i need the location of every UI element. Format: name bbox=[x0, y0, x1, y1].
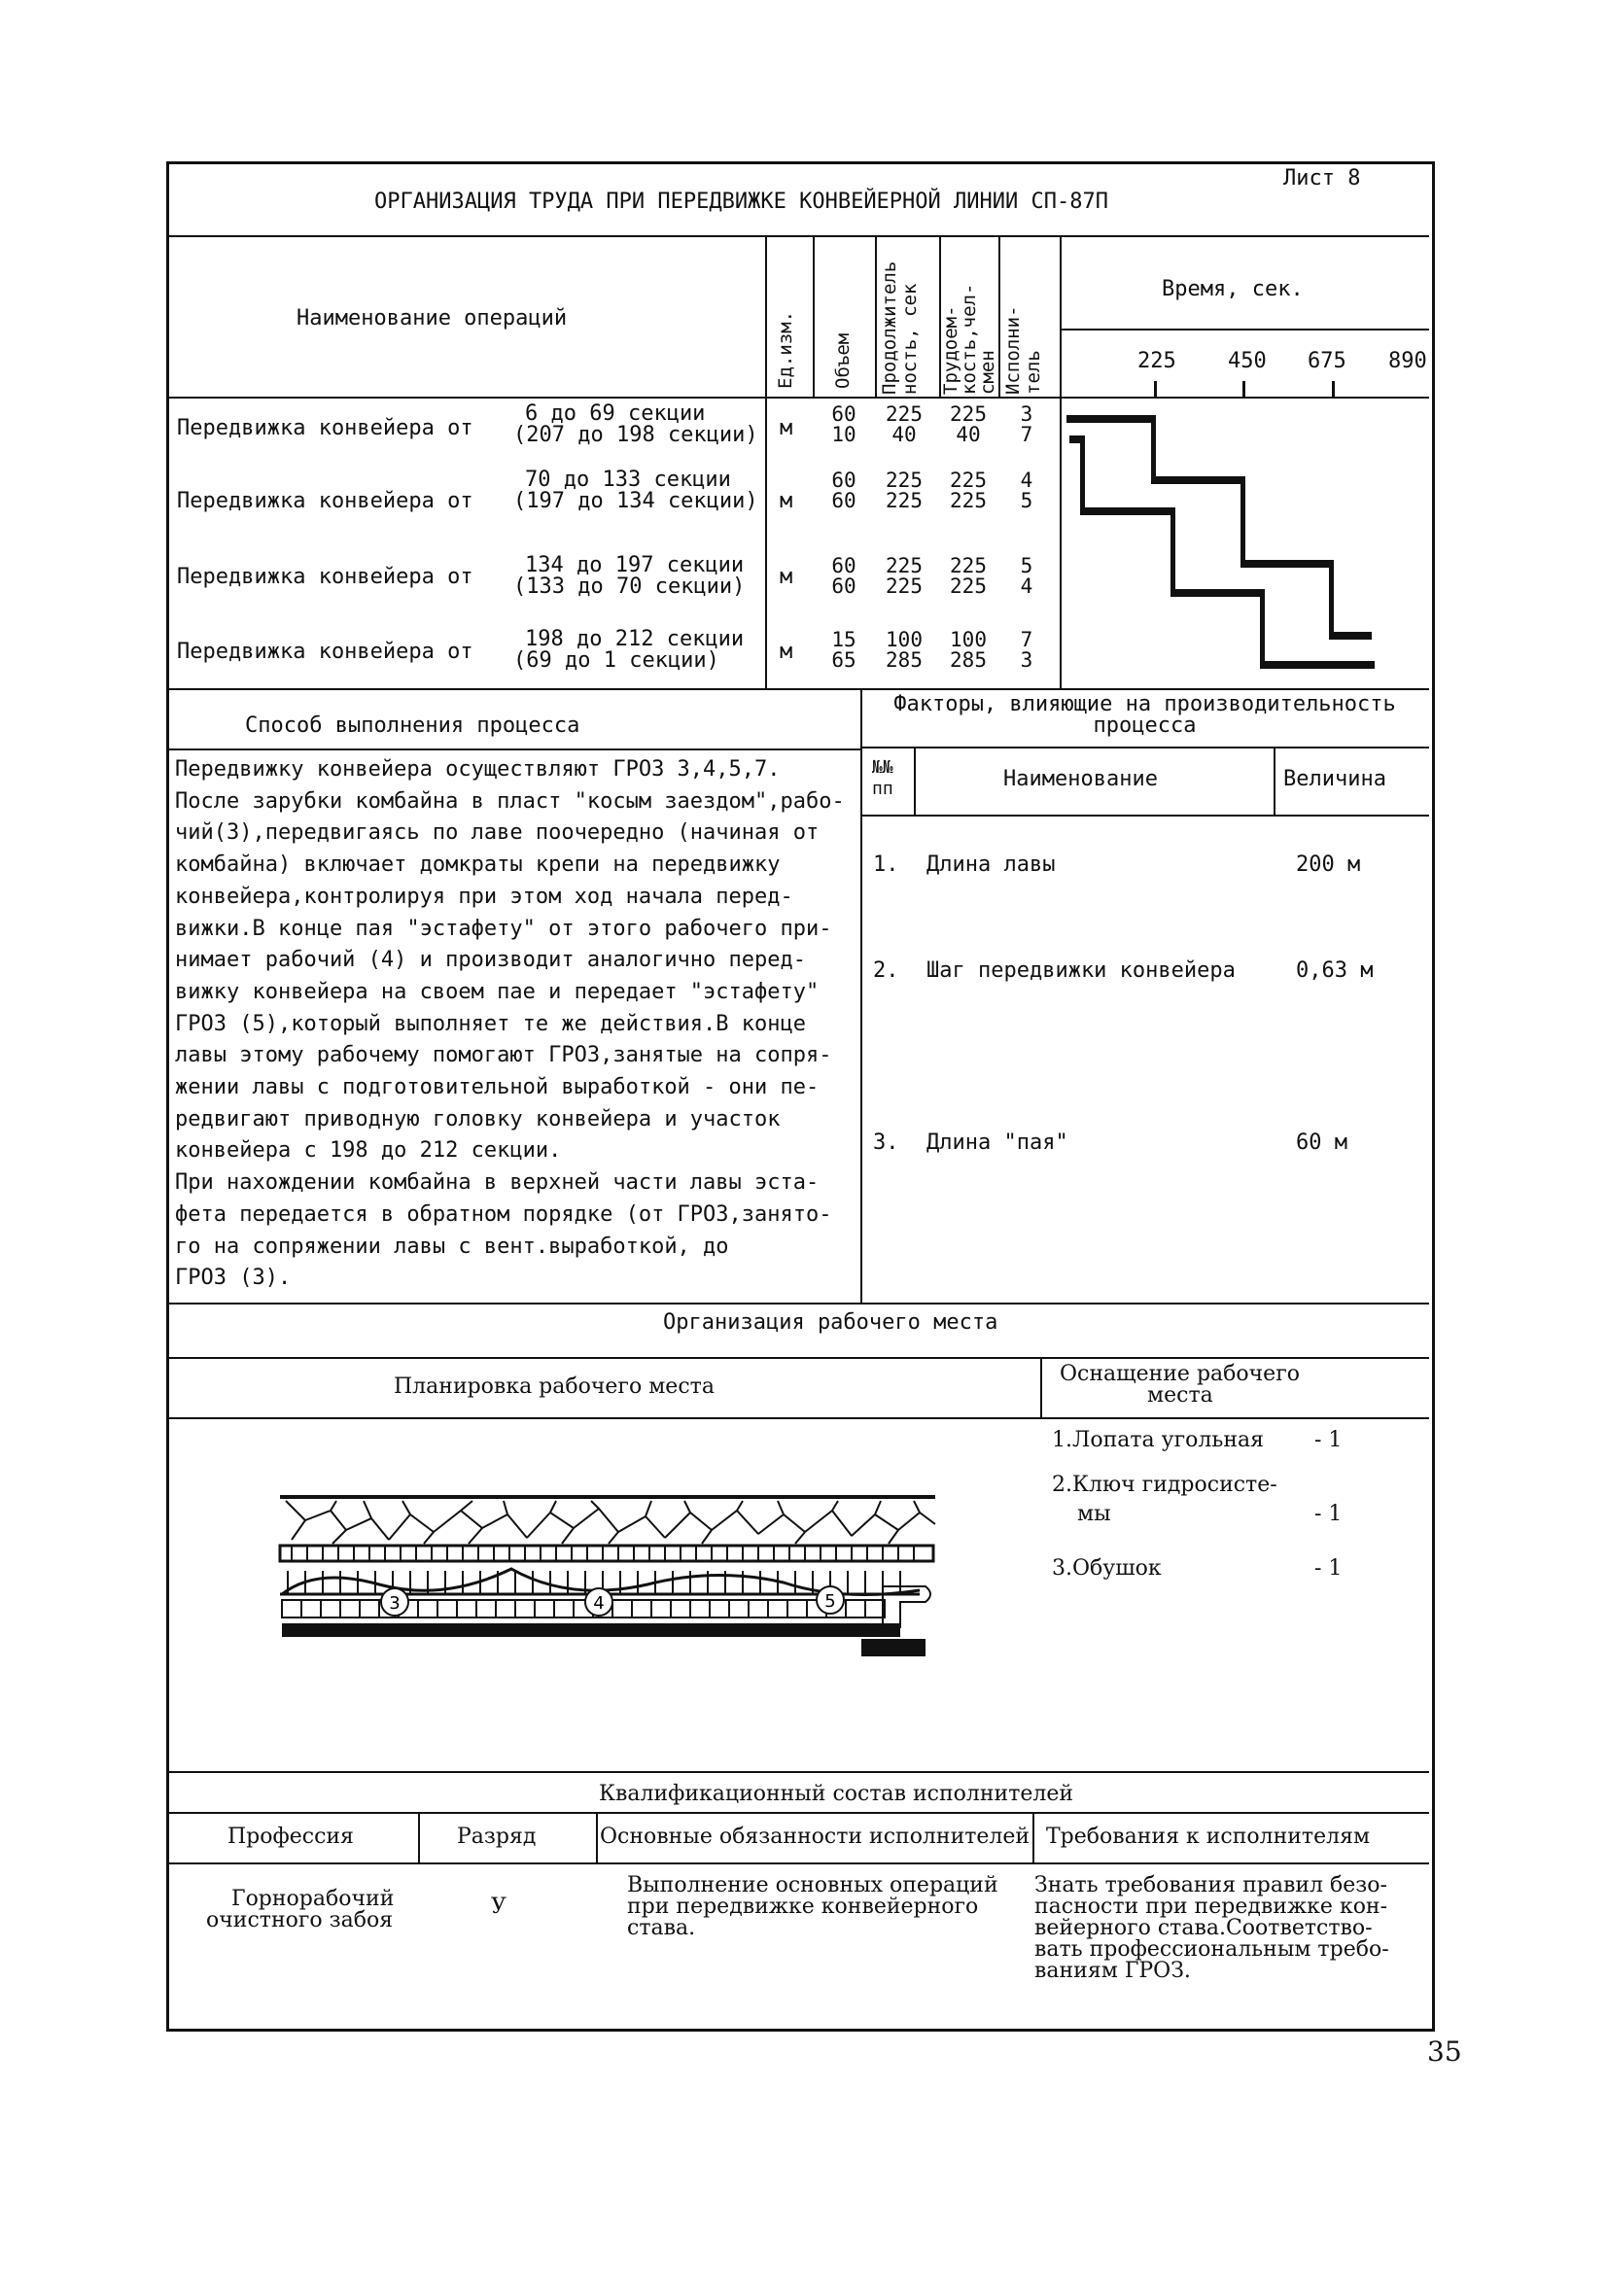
method-line: конвейера с 198 до 212 секции. bbox=[175, 1138, 562, 1164]
requirements-value: вейерного става.Соответство- bbox=[1034, 1916, 1373, 1940]
executor-header-2: тель bbox=[1023, 350, 1044, 395]
qual-col-divider bbox=[1032, 1812, 1034, 1862]
factors-name-header: Наименование bbox=[1003, 767, 1158, 791]
equipment-qty: - 1 bbox=[1314, 1502, 1343, 1526]
worker-marker bbox=[817, 1586, 844, 1614]
method-line: нимает рабочий (4) и производит аналогично перед- bbox=[175, 948, 807, 973]
op-duration: 40 bbox=[891, 423, 917, 446]
profession-value: очистного забоя bbox=[206, 1908, 394, 1932]
op-executor: 5 bbox=[1020, 489, 1033, 512]
qual-col-duties: Основные обязанности исполнителей bbox=[600, 1825, 1031, 1849]
op-prefix: Передвижка конвейера от bbox=[177, 489, 473, 513]
factor-name: Шаг передвижки конвейера bbox=[926, 958, 1236, 983]
op-prefix: Передвижка конвейера от bbox=[177, 416, 473, 440]
equipment-item-cont: мы bbox=[1077, 1502, 1111, 1526]
op-labor: 100 bbox=[950, 628, 987, 651]
factor-name: Длина "пая" bbox=[926, 1131, 1068, 1155]
op-range-alt: (133 до 70 секции) bbox=[513, 574, 746, 599]
gantt-bar bbox=[1240, 560, 1334, 568]
gantt-bar bbox=[1080, 507, 1175, 515]
op-volume: 60 bbox=[831, 574, 856, 598]
coal-seam-hatch bbox=[286, 1501, 935, 1544]
op-unit: м bbox=[780, 489, 793, 513]
method-line: конвейера,контролируя при этом ход начала перед- bbox=[175, 884, 793, 909]
duties-value: при передвижке конвейерного bbox=[627, 1895, 979, 1919]
equip-header: Оснащение рабочего bbox=[1060, 1362, 1300, 1386]
drive-motor bbox=[861, 1639, 926, 1656]
method-header-divider bbox=[168, 748, 860, 750]
method-text bbox=[175, 754, 856, 1295]
volume-header: Объем bbox=[832, 332, 854, 389]
col-divider bbox=[765, 235, 767, 688]
op-labor: 225 bbox=[950, 554, 987, 577]
qual-col-profession: Профессия bbox=[227, 1825, 354, 1849]
gantt-bar bbox=[1170, 589, 1264, 597]
op-duration: 225 bbox=[886, 402, 923, 426]
op-executor: 7 bbox=[1020, 628, 1033, 651]
method-line: При нахождении комбайна в верхней части лавы эста- bbox=[175, 1170, 820, 1196]
section-divider bbox=[168, 688, 1429, 690]
op-duration: 225 bbox=[886, 469, 923, 492]
factors-header-divider bbox=[860, 747, 1429, 748]
op-unit: м bbox=[780, 640, 793, 664]
time-tick-label: 675 bbox=[1308, 349, 1346, 373]
sheet-label: Лист 8 bbox=[1283, 166, 1361, 191]
requirements-value: ваниям ГРОЗ. bbox=[1034, 1959, 1191, 1983]
op-unit: м bbox=[780, 565, 793, 589]
op-range: 134 до 197 секции bbox=[525, 553, 745, 577]
op-name-header: Наименование операций bbox=[297, 306, 568, 330]
factors-header: Факторы, влияющие на производительность процесса bbox=[893, 692, 1396, 738]
op-executor: 7 bbox=[1020, 423, 1033, 446]
op-volume: 60 bbox=[831, 489, 856, 512]
conveyor-cells bbox=[282, 1600, 885, 1618]
factor-value: 200 м bbox=[1296, 852, 1361, 877]
op-volume: 65 bbox=[831, 648, 856, 672]
section-divider bbox=[168, 1303, 1429, 1305]
workplace-header: Организация рабочего места bbox=[663, 1310, 998, 1335]
factors-value-header: Величина bbox=[1283, 767, 1386, 791]
op-labor: 225 bbox=[950, 574, 987, 598]
method-factors-divider bbox=[860, 688, 862, 1303]
beam-hatch bbox=[292, 1546, 914, 1561]
gantt-step bbox=[1080, 435, 1085, 513]
qual-subheader-divider bbox=[168, 1862, 1429, 1864]
op-range: 198 до 212 секции bbox=[525, 627, 745, 651]
conveyor-pan bbox=[282, 1623, 900, 1637]
requirements-value: вать профессиональным требо- bbox=[1034, 1937, 1389, 1962]
op-prefix: Передвижка конвейера от bbox=[177, 640, 473, 664]
factors-no-header: №№ bbox=[872, 757, 893, 778]
method-line: После зарубки комбайна в пласт "косым заездом",рабо- bbox=[175, 788, 845, 814]
method-line: лавы этому рабочему помогают ГРОЗ,занятые на сопря- bbox=[175, 1043, 832, 1068]
requirements-value: Знать требования правил безо- bbox=[1034, 1873, 1387, 1897]
factor-value: 60 м bbox=[1296, 1131, 1347, 1155]
op-labor: 40 bbox=[956, 423, 981, 446]
op-volume: 60 bbox=[831, 554, 856, 577]
page-number: 35 bbox=[1427, 2035, 1462, 2068]
grade-value: У bbox=[491, 1895, 507, 1919]
method-line: вижку конвейера на своем пае и передает "эстафету" bbox=[175, 979, 820, 1004]
op-range-alt: (197 до 134 секции) bbox=[513, 489, 758, 513]
factors-no-header: пп bbox=[872, 779, 893, 799]
labor-header-1: Трудоем- bbox=[940, 305, 961, 395]
op-labor: 225 bbox=[950, 489, 987, 512]
duties-value: става. bbox=[627, 1916, 696, 1940]
op-labor: 285 bbox=[950, 648, 987, 672]
col-divider bbox=[1060, 235, 1062, 688]
qual-header-divider bbox=[168, 1812, 1429, 1814]
worker-number: 4 bbox=[593, 1593, 605, 1614]
duration-header-1: Продолжитель bbox=[879, 261, 900, 395]
col-divider bbox=[813, 235, 815, 397]
time-tick bbox=[1154, 381, 1157, 397]
executor-header-1: Исполни- bbox=[1002, 305, 1024, 395]
time-tick bbox=[1242, 381, 1245, 397]
factors-col-divider bbox=[914, 747, 916, 815]
time-tick bbox=[1332, 381, 1335, 397]
gantt-step bbox=[1151, 415, 1156, 483]
op-labor: 225 bbox=[950, 402, 987, 426]
equipment-qty: - 1 bbox=[1314, 1556, 1343, 1581]
equipment-item: 3.Обушок bbox=[1052, 1556, 1162, 1581]
workplace-header-divider bbox=[168, 1357, 1429, 1359]
op-volume: 60 bbox=[831, 469, 856, 492]
method-line: ГРОЗ (3). bbox=[175, 1266, 292, 1291]
op-duration: 225 bbox=[886, 574, 923, 598]
method-line: Передвижку конвейера осуществляют ГРОЗ 3,4,5,7. bbox=[175, 757, 781, 782]
gantt-bar bbox=[1260, 661, 1375, 669]
time-tick-label: 450 bbox=[1228, 349, 1267, 373]
unit-header: Ед.изм. bbox=[775, 310, 796, 389]
qual-col-grade: Разряд bbox=[457, 1825, 537, 1849]
op-duration: 225 bbox=[886, 554, 923, 577]
op-executor: 4 bbox=[1020, 469, 1033, 492]
method-header: Способ выполнения процесса bbox=[245, 713, 580, 738]
page-title: ОРГАНИЗАЦИЯ ТРУДА ПРИ ПЕРЕДВИЖКЕ КОНВЕЙЕРНОЙ ЛИНИИ СП-87П bbox=[374, 190, 1108, 214]
duration-header-2: ность, сек bbox=[899, 283, 921, 395]
op-range: 6 до 69 секции bbox=[525, 401, 706, 426]
factor-value: 0,63 м bbox=[1296, 958, 1374, 983]
op-range-alt: (69 до 1 секции) bbox=[513, 648, 719, 673]
worker-marker bbox=[585, 1588, 612, 1616]
qual-col-divider bbox=[596, 1812, 598, 1862]
op-volume: 10 bbox=[831, 423, 856, 446]
gantt-step bbox=[1170, 507, 1175, 595]
op-unit: м bbox=[780, 416, 793, 440]
method-line: фета передается в обратном порядке (от ГРОЗ,занято- bbox=[175, 1201, 832, 1227]
col-divider bbox=[998, 235, 1000, 397]
title-divider bbox=[168, 235, 1429, 237]
gantt-bar bbox=[1066, 415, 1156, 423]
method-line: комбайна) включает домкраты крепи на передвижку bbox=[175, 852, 781, 878]
workplace-col-divider bbox=[1040, 1357, 1042, 1417]
profession-value: Горнорабочий bbox=[231, 1887, 395, 1911]
gantt-step bbox=[1240, 476, 1245, 564]
op-duration: 225 bbox=[886, 489, 923, 512]
factors-col-divider bbox=[1274, 747, 1275, 815]
method-line: ГРОЗ (5),который выполняет те же действия.В конце bbox=[175, 1011, 807, 1036]
qualification-header: Квалификационный состав исполнителей bbox=[599, 1782, 1074, 1806]
layout-header: Планировка рабочего места bbox=[394, 1374, 715, 1399]
time-tick-label: 890 bbox=[1388, 349, 1427, 373]
worker-number: 3 bbox=[389, 1593, 401, 1614]
gantt-bar bbox=[1329, 632, 1372, 640]
op-prefix: Передвижка конвейера от bbox=[177, 565, 473, 589]
factors-subheader-divider bbox=[860, 815, 1429, 817]
equipment-item: 1.Лопата угольная bbox=[1052, 1428, 1264, 1452]
factor-name: Длина лавы bbox=[926, 852, 1056, 877]
requirements-value: пасности при передвижке кон- bbox=[1034, 1895, 1388, 1919]
op-range-alt: (207 до 198 секции) bbox=[513, 423, 758, 447]
labor-header-3: смен bbox=[977, 350, 998, 395]
worker-number: 5 bbox=[824, 1591, 836, 1612]
op-duration: 100 bbox=[886, 628, 923, 651]
col-divider bbox=[875, 235, 877, 397]
equip-header: места bbox=[1147, 1383, 1213, 1408]
op-volume: 60 bbox=[831, 402, 856, 426]
header-bottom-divider bbox=[168, 397, 1429, 399]
factor-no: 3. bbox=[873, 1131, 899, 1155]
qual-col-divider bbox=[418, 1812, 420, 1862]
factor-no: 2. bbox=[873, 958, 899, 983]
method-line: чий(3),передвигаясь по лаве поочередно (начиная от bbox=[175, 820, 820, 846]
method-line: го на сопряжении лавы с вент.выработкой, до bbox=[175, 1234, 729, 1259]
method-line: жении лавы с подготовительной выработкой - они пе- bbox=[175, 1075, 820, 1100]
op-labor: 225 bbox=[950, 469, 987, 492]
factor-no: 1. bbox=[873, 852, 899, 877]
workplace-layout-diagram bbox=[278, 1485, 943, 1695]
section-divider bbox=[168, 1771, 1429, 1773]
time-header-divider bbox=[1060, 329, 1429, 330]
gantt-bar bbox=[1151, 476, 1244, 484]
op-executor: 4 bbox=[1020, 574, 1033, 598]
qual-col-requirements: Требования к исполнителям bbox=[1046, 1825, 1371, 1849]
equipment-item: 2.Ключ гидросисте- bbox=[1052, 1473, 1277, 1497]
op-executor: 5 bbox=[1020, 554, 1033, 577]
equipment-qty: - 1 bbox=[1314, 1428, 1343, 1452]
time-header: Время, сек. bbox=[1162, 277, 1304, 301]
gantt-step bbox=[1329, 560, 1334, 638]
op-executor: 3 bbox=[1020, 402, 1033, 426]
op-volume: 15 bbox=[831, 628, 856, 651]
method-line: вижки.В конце пая "эстафету" от этого рабочего при- bbox=[175, 916, 832, 941]
duties-value: Выполнение основных операций bbox=[627, 1873, 998, 1897]
gantt-step bbox=[1260, 589, 1265, 667]
workplace-subheader-divider bbox=[168, 1417, 1429, 1419]
op-range: 70 до 133 секции bbox=[525, 468, 731, 492]
time-tick-label: 225 bbox=[1137, 349, 1176, 373]
op-executor: 3 bbox=[1020, 648, 1033, 672]
method-line: редвигают приводную головку конвейера и участок bbox=[175, 1106, 781, 1131]
worker-marker bbox=[381, 1588, 408, 1616]
labor-header-2: кость,чел- bbox=[959, 283, 980, 395]
op-duration: 285 bbox=[886, 648, 923, 672]
